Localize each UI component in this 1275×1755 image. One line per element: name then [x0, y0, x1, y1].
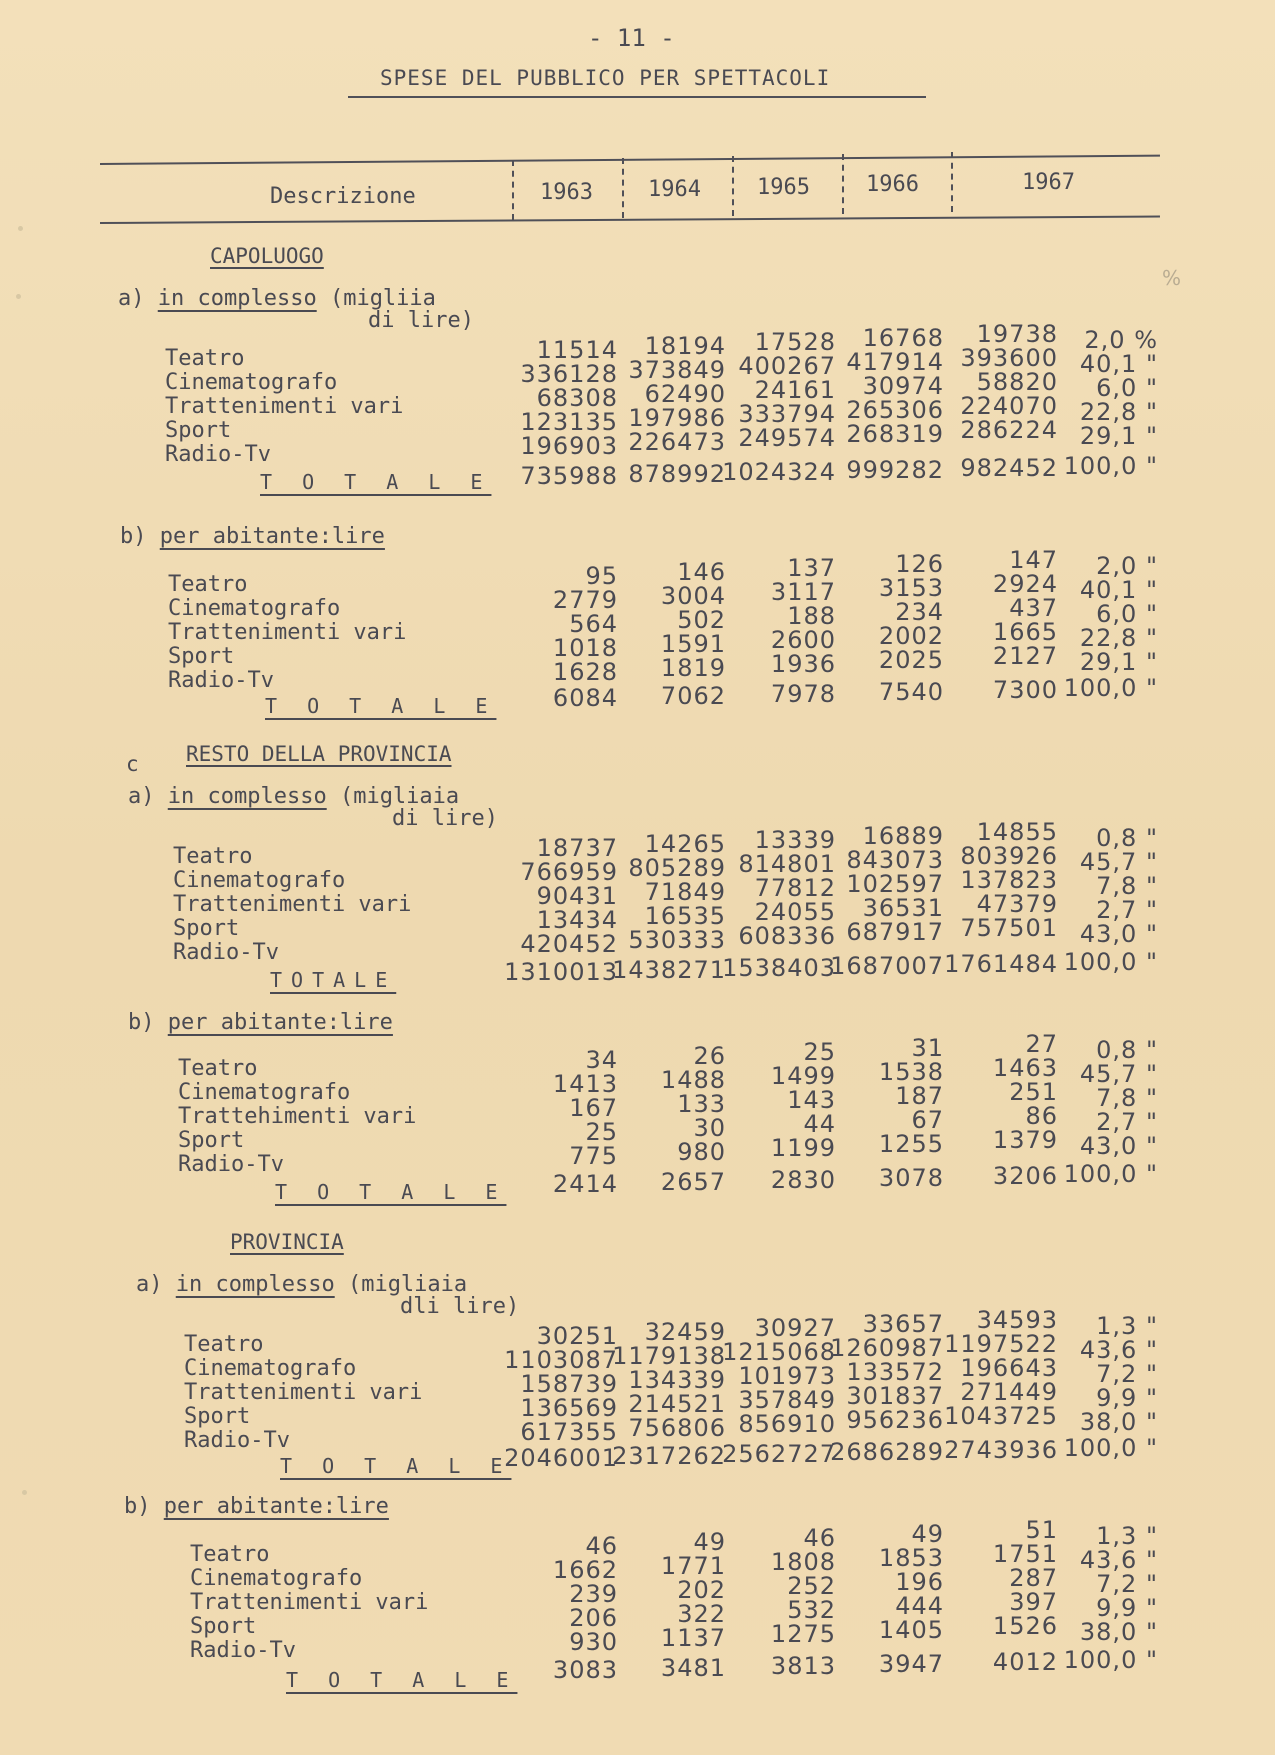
total-label: T O T A L E — [280, 1454, 512, 1478]
cell-value: 980 — [677, 1138, 726, 1166]
cell-value: 1808 — [770, 1548, 836, 1576]
total-label: T O T A L E — [265, 694, 497, 718]
cell-value: 437 — [1009, 594, 1058, 622]
cell-percent: 2,0 % — [1084, 326, 1158, 354]
cell-percent: 38,0 " — [1079, 1618, 1158, 1646]
row-label: Teatro — [178, 1056, 258, 1081]
paper-speck — [16, 294, 21, 299]
cell-percent: 29,1 " — [1079, 648, 1158, 676]
total-value: 735988 — [520, 462, 618, 490]
block-label-complesso: a) in complesso (migliaia — [136, 1272, 468, 1297]
cell-value: 95 — [585, 562, 618, 590]
row-label: Cinematografo — [184, 1356, 357, 1381]
cell-value: 265306 — [846, 396, 944, 424]
cell-percent: 40,1 " — [1079, 576, 1158, 604]
cell-percent: 7,2 " — [1096, 1570, 1158, 1598]
cell-value: 1538 — [878, 1058, 944, 1086]
cell-value: 143 — [787, 1086, 836, 1114]
header-year-1966: 1966 — [866, 172, 919, 197]
cell-value: 167 — [569, 1094, 618, 1122]
cell-value: 51 — [1025, 1516, 1058, 1544]
header-divider — [622, 158, 624, 218]
row-label: Sport — [178, 1128, 245, 1153]
cell-value: 146 — [677, 558, 726, 586]
cell-value: 30927 — [754, 1314, 836, 1342]
row-label: Teatro — [184, 1332, 264, 1357]
cell-value: 803926 — [960, 842, 1058, 870]
cell-value: 3004 — [660, 582, 726, 610]
cell-value: 393600 — [960, 344, 1058, 372]
cell-value: 62490 — [644, 380, 726, 408]
unit-line: di lire) — [392, 806, 498, 831]
row-label: Trattenimenti vari — [165, 394, 404, 419]
cell-value: 286224 — [960, 416, 1058, 444]
total-percent: 100,0 " — [1063, 1160, 1158, 1188]
row-label: Sport — [173, 916, 240, 941]
cell-value: 202 — [677, 1576, 726, 1604]
cell-value: 564 — [569, 610, 618, 638]
total-value: 7062 — [660, 682, 726, 710]
cell-percent: 0,8 " — [1096, 824, 1158, 852]
total-value: 999282 — [846, 456, 944, 484]
cell-value: 1260987 — [830, 1334, 944, 1362]
cell-percent: 43,6 " — [1079, 1336, 1158, 1364]
cell-value: 27 — [1025, 1030, 1058, 1058]
cell-value: 1488 — [660, 1066, 726, 1094]
cell-percent: 43,6 " — [1079, 1546, 1158, 1574]
section-prefix: c — [126, 752, 139, 776]
cell-value: 1499 — [770, 1062, 836, 1090]
header-year-1967: 1967 — [1022, 170, 1075, 195]
cell-value: 417914 — [846, 348, 944, 376]
cell-value: 49 — [911, 1520, 944, 1548]
cell-value: 18194 — [644, 332, 726, 360]
total-value: 7978 — [770, 680, 836, 708]
header-year-1964: 1964 — [648, 177, 701, 202]
row-label: Trattehimenti vari — [178, 1104, 417, 1129]
cell-value: 47379 — [976, 890, 1058, 918]
header-top-rule — [100, 155, 1160, 165]
header-divider — [951, 152, 953, 212]
title-underline — [348, 96, 926, 98]
total-value: 2743936 — [944, 1436, 1058, 1464]
cell-value: 133 — [677, 1090, 726, 1118]
row-label: Radio-Tv — [184, 1428, 290, 1453]
total-percent: 100,0 " — [1063, 1646, 1158, 1674]
cell-value: 532 — [787, 1596, 836, 1624]
cell-value: 77812 — [754, 874, 836, 902]
cell-value: 322 — [677, 1600, 726, 1628]
cell-value: 1526 — [992, 1612, 1058, 1640]
cell-value: 249574 — [738, 424, 836, 452]
cell-value: 3153 — [878, 574, 944, 602]
cell-value: 3117 — [770, 578, 836, 606]
cell-value: 134339 — [628, 1366, 726, 1394]
unit-line: di lire) — [368, 308, 474, 333]
cell-value: 196 — [895, 1568, 944, 1596]
cell-value: 136569 — [520, 1394, 618, 1422]
cell-value: 34593 — [976, 1306, 1058, 1334]
total-value: 1538403 — [722, 954, 836, 982]
cell-value: 123135 — [520, 408, 618, 436]
cell-value: 71849 — [644, 878, 726, 906]
total-value: 3083 — [552, 1656, 618, 1684]
cell-value: 1853 — [878, 1544, 944, 1572]
header-description: Descrizione — [270, 184, 416, 209]
cell-value: 68308 — [536, 384, 618, 412]
total-label: TOTALE — [270, 968, 397, 992]
cell-percent: 9,9 " — [1096, 1384, 1158, 1412]
header-year-1965: 1965 — [757, 175, 810, 200]
cell-value: 16535 — [644, 902, 726, 930]
cell-value: 1628 — [552, 658, 618, 686]
cell-value: 1413 — [552, 1070, 618, 1098]
cell-value: 16889 — [862, 822, 944, 850]
cell-value: 1043725 — [944, 1402, 1058, 1430]
cell-value: 197986 — [628, 404, 726, 432]
cell-value: 397 — [1009, 1588, 1058, 1616]
cell-value: 444 — [895, 1592, 944, 1620]
cell-percent: 45,7 " — [1079, 848, 1158, 876]
cell-percent: 43,0 " — [1079, 920, 1158, 948]
cell-value: 2127 — [992, 642, 1058, 670]
cell-value: 687917 — [846, 918, 944, 946]
cell-value: 1018 — [552, 634, 618, 662]
cell-value: 13434 — [536, 906, 618, 934]
header-divider — [842, 154, 844, 214]
cell-value: 226473 — [628, 428, 726, 456]
cell-value: 25 — [803, 1038, 836, 1066]
cell-value: 224070 — [960, 392, 1058, 420]
cell-value: 420452 — [520, 930, 618, 958]
total-value: 2046001 — [504, 1444, 618, 1472]
section-heading-capoluogo: CAPOLUOGO — [210, 244, 324, 268]
cell-percent: 43,0 " — [1079, 1132, 1158, 1160]
cell-value: 2600 — [770, 626, 836, 654]
cell-value: 26 — [693, 1042, 726, 1070]
cell-value: 1463 — [992, 1054, 1058, 1082]
cell-value: 1405 — [878, 1616, 944, 1644]
cell-value: 268319 — [846, 420, 944, 448]
total-value: 2686289 — [830, 1438, 944, 1466]
cell-percent: 2,7 " — [1096, 896, 1158, 924]
cell-percent: 22,8 " — [1079, 624, 1158, 652]
cell-value: 90431 — [536, 882, 618, 910]
cell-percent: 7,2 " — [1096, 1360, 1158, 1388]
cell-percent: 45,7 " — [1079, 1060, 1158, 1088]
row-label: Cinematografo — [168, 596, 341, 621]
cell-value: 30974 — [862, 372, 944, 400]
cell-value: 17528 — [754, 328, 836, 356]
row-label: Teatro — [168, 572, 248, 597]
cell-value: 239 — [569, 1580, 618, 1608]
total-value: 6084 — [552, 684, 618, 712]
faint-percent-sign: % — [1162, 266, 1182, 290]
total-percent: 100,0 " — [1063, 948, 1158, 976]
cell-value: 775 — [569, 1142, 618, 1170]
cell-value: 126 — [895, 550, 944, 578]
cell-value: 617355 — [520, 1418, 618, 1446]
cell-value: 137823 — [960, 866, 1058, 894]
cell-value: 766959 — [520, 858, 618, 886]
cell-value: 843073 — [846, 846, 944, 874]
row-label: Cinematografo — [178, 1080, 351, 1105]
cell-value: 1103087 — [504, 1346, 618, 1374]
total-value: 878992 — [628, 460, 726, 488]
total-value: 2414 — [552, 1170, 618, 1198]
cell-value: 1936 — [770, 650, 836, 678]
total-value: 4012 — [992, 1648, 1058, 1676]
header-bottom-rule — [100, 216, 1160, 224]
block-label-per-abitante: b) per abitante:lire — [124, 1494, 389, 1519]
cell-value: 333794 — [738, 400, 836, 428]
cell-value: 252 — [787, 1572, 836, 1600]
cell-value: 400267 — [738, 352, 836, 380]
total-label: T O T A L E — [275, 1180, 507, 1204]
page-number: - 11 - — [588, 24, 675, 52]
cell-percent: 1,3 " — [1096, 1522, 1158, 1550]
total-value: 2830 — [770, 1166, 836, 1194]
cell-percent: 29,1 " — [1079, 422, 1158, 450]
total-value: 3813 — [770, 1652, 836, 1680]
total-value: 7540 — [878, 678, 944, 706]
cell-percent: 40,1 " — [1079, 350, 1158, 378]
cell-value: 24161 — [754, 376, 836, 404]
unit-line: dli lire) — [400, 1294, 520, 1319]
cell-percent: 6,0 " — [1096, 374, 1158, 402]
cell-value: 287 — [1009, 1564, 1058, 1592]
row-label: Trattenimenti vari — [168, 620, 407, 645]
row-label: Sport — [184, 1404, 251, 1429]
cell-value: 856910 — [738, 1410, 836, 1438]
header-year-1963: 1963 — [540, 180, 593, 205]
cell-percent: 7,8 " — [1096, 872, 1158, 900]
cell-value: 188 — [787, 602, 836, 630]
header-divider — [512, 160, 514, 220]
total-value: 3078 — [878, 1164, 944, 1192]
row-label: Radio-Tv — [165, 442, 271, 467]
cell-value: 19738 — [976, 320, 1058, 348]
cell-value: 2002 — [878, 622, 944, 650]
cell-value: 357849 — [738, 1386, 836, 1414]
total-value: 1024324 — [722, 458, 836, 486]
cell-value: 1275 — [770, 1620, 836, 1648]
cell-value: 2779 — [552, 586, 618, 614]
cell-value: 11514 — [536, 336, 618, 364]
row-label: Sport — [190, 1614, 257, 1639]
row-label: Teatro — [190, 1542, 270, 1567]
block-label-per-abitante: b) per abitante:lire — [120, 524, 385, 549]
paper-speck — [18, 226, 23, 231]
cell-percent: 22,8 " — [1079, 398, 1158, 426]
row-label: Radio-Tv — [178, 1152, 284, 1177]
block-label-per-abitante: b) per abitante:lire — [128, 1010, 393, 1035]
cell-value: 814801 — [738, 850, 836, 878]
row-label: Trattenimenti vari — [190, 1590, 429, 1615]
cell-value: 336128 — [520, 360, 618, 388]
section-heading-resto-provincia: RESTO DELLA PROVINCIA — [186, 742, 452, 766]
cell-value: 251 — [1009, 1078, 1058, 1106]
total-value: 2317262 — [612, 1442, 726, 1470]
cell-value: 133572 — [846, 1358, 944, 1386]
cell-value: 608336 — [738, 922, 836, 950]
cell-percent: 9,9 " — [1096, 1594, 1158, 1622]
cell-percent: 1,3 " — [1096, 1312, 1158, 1340]
cell-value: 214521 — [628, 1390, 726, 1418]
row-label: Trattenimenti vari — [184, 1380, 423, 1405]
cell-value: 206 — [569, 1604, 618, 1632]
cell-value: 1665 — [992, 618, 1058, 646]
row-label: Trattenimenti vari — [173, 892, 412, 917]
cell-value: 373849 — [628, 356, 726, 384]
cell-value: 530333 — [628, 926, 726, 954]
paper-speck — [22, 1490, 27, 1495]
cell-percent: 2,7 " — [1096, 1108, 1158, 1136]
cell-value: 18737 — [536, 834, 618, 862]
total-value: 3481 — [660, 1654, 726, 1682]
cell-value: 158739 — [520, 1370, 618, 1398]
cell-value: 67 — [911, 1106, 944, 1134]
section-heading-provincia: PROVINCIA — [230, 1230, 344, 1254]
cell-value: 46 — [585, 1532, 618, 1560]
cell-value: 24055 — [754, 898, 836, 926]
row-label: Radio-Tv — [173, 940, 279, 965]
row-label: Cinematografo — [165, 370, 338, 395]
block-label-complesso: a) in complesso (migliia — [118, 286, 436, 311]
total-value: 1438271 — [612, 956, 726, 984]
cell-percent: 0,8 " — [1096, 1036, 1158, 1064]
cell-value: 58820 — [976, 368, 1058, 396]
cell-value: 102597 — [846, 870, 944, 898]
cell-value: 2025 — [878, 646, 944, 674]
row-label: Cinematografo — [190, 1566, 363, 1591]
cell-value: 2924 — [992, 570, 1058, 598]
cell-value: 32459 — [644, 1318, 726, 1346]
total-percent: 100,0 " — [1063, 452, 1158, 480]
cell-value: 930 — [569, 1628, 618, 1656]
cell-value: 101973 — [738, 1362, 836, 1390]
cell-value: 1819 — [660, 654, 726, 682]
cell-value: 1662 — [552, 1556, 618, 1584]
cell-value: 49 — [693, 1528, 726, 1556]
total-percent: 100,0 " — [1063, 674, 1158, 702]
cell-percent: 6,0 " — [1096, 600, 1158, 628]
cell-value: 757501 — [960, 914, 1058, 942]
cell-value: 1199 — [770, 1134, 836, 1162]
total-label: T O T A L E — [260, 470, 492, 494]
cell-value: 14855 — [976, 818, 1058, 846]
cell-value: 1137 — [660, 1624, 726, 1652]
total-value: 2562727 — [722, 1440, 836, 1468]
cell-value: 36531 — [862, 894, 944, 922]
total-value: 2657 — [660, 1168, 726, 1196]
row-label: Teatro — [173, 844, 253, 869]
cell-value: 30251 — [536, 1322, 618, 1350]
cell-percent: 2,0 " — [1096, 552, 1158, 580]
cell-value: 31 — [911, 1034, 944, 1062]
row-label: Radio-Tv — [168, 668, 274, 693]
row-label: Sport — [168, 644, 235, 669]
cell-value: 1255 — [878, 1130, 944, 1158]
cell-value: 1591 — [660, 630, 726, 658]
cell-value: 137 — [787, 554, 836, 582]
total-value: 1310013 — [504, 958, 618, 986]
cell-value: 14265 — [644, 830, 726, 858]
cell-value: 16768 — [862, 324, 944, 352]
cell-value: 271449 — [960, 1378, 1058, 1406]
cell-value: 1197522 — [944, 1330, 1058, 1358]
row-label: Radio-Tv — [190, 1638, 296, 1663]
row-label: Cinematografo — [173, 868, 346, 893]
total-value: 1687007 — [830, 952, 944, 980]
cell-value: 756806 — [628, 1414, 726, 1442]
total-value: 7300 — [992, 676, 1058, 704]
cell-percent: 7,8 " — [1096, 1084, 1158, 1112]
total-percent: 100,0 " — [1063, 1434, 1158, 1462]
cell-value: 25 — [585, 1118, 618, 1146]
cell-value: 33657 — [862, 1310, 944, 1338]
header-divider — [732, 156, 734, 216]
total-value: 982452 — [960, 454, 1058, 482]
cell-value: 44 — [803, 1110, 836, 1138]
total-value: 1761484 — [944, 950, 1058, 978]
cell-value: 234 — [895, 598, 944, 626]
row-label: Teatro — [165, 346, 245, 371]
row-label: Sport — [165, 418, 232, 443]
block-label-complesso: a) in complesso (migliaia — [128, 784, 460, 809]
cell-value: 30 — [693, 1114, 726, 1142]
cell-value: 187 — [895, 1082, 944, 1110]
cell-value: 1215068 — [722, 1338, 836, 1366]
cell-value: 34 — [585, 1046, 618, 1074]
cell-value: 1771 — [660, 1552, 726, 1580]
cell-value: 196643 — [960, 1354, 1058, 1382]
cell-value: 502 — [677, 606, 726, 634]
total-value: 3206 — [992, 1162, 1058, 1190]
cell-value: 1379 — [992, 1126, 1058, 1154]
cell-value: 13339 — [754, 826, 836, 854]
cell-value: 147 — [1009, 546, 1058, 574]
cell-value: 1179138 — [612, 1342, 726, 1370]
cell-value: 956236 — [846, 1406, 944, 1434]
cell-value: 196903 — [520, 432, 618, 460]
page-title: SPESE DEL PUBBLICO PER SPETTACOLI — [380, 66, 831, 90]
cell-value: 1751 — [992, 1540, 1058, 1568]
cell-percent: 38,0 " — [1079, 1408, 1158, 1436]
cell-value: 805289 — [628, 854, 726, 882]
cell-value: 86 — [1025, 1102, 1058, 1130]
cell-value: 301837 — [846, 1382, 944, 1410]
total-value: 3947 — [878, 1650, 944, 1678]
total-label: T O T A L E — [286, 1668, 518, 1692]
cell-value: 46 — [803, 1524, 836, 1552]
